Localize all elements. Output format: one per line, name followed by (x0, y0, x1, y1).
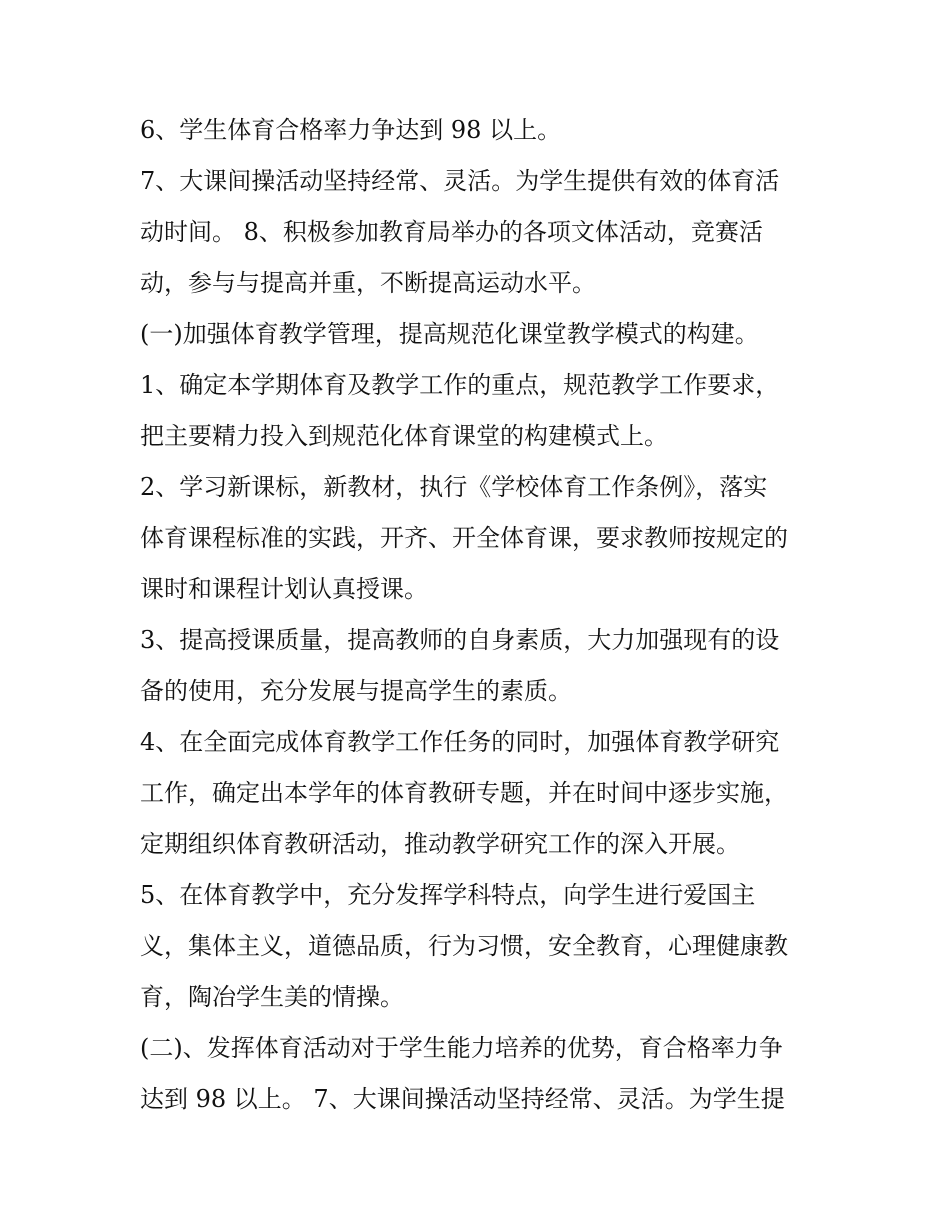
text-line: 6、学生体育合格率力争达到 98 以上。 (140, 116, 562, 144)
text-line: 动时间。 8、积极参加教育局举办的各项文体活动，竞赛活 (140, 218, 763, 246)
text-line: 定期组织体育教研活动，推动教学研究工作的深入开展。 (140, 830, 740, 858)
text-line: 达到 98 以上。 7、大课间操活动坚持经常、灵活。为学生提 (140, 1085, 785, 1113)
text-line: 育，陶冶学生美的情操。 (140, 983, 404, 1011)
section-heading: (一)加强体育教学管理，提高规范化课堂教学模式的构建。 (140, 320, 759, 348)
text-line: 1、确定本学期体育及教学工作的重点，规范教学工作要求， (140, 371, 780, 399)
text-line: 备的使用，充分发展与提高学生的素质。 (140, 677, 572, 705)
text-line: 3、提高授课质量，提高教师的自身素质，大力加强现有的设 (140, 626, 780, 654)
text-line: 2、学习新课标，新教材，执行《学校体育工作条例》，落实 (140, 473, 768, 501)
text-line: 7、大课间操活动坚持经常、灵活。为学生提供有效的体育活 (140, 167, 780, 195)
text-line: 体育课程标准的实践，开齐、开全体育课，要求教师按规定的 (140, 524, 788, 552)
text-line: 课时和课程计划认真授课。 (140, 575, 428, 603)
text-line: 5、在体育教学中，充分发挥学科特点，向学生进行爱国主 (140, 881, 756, 909)
text-line: 4、在全面完成体育教学工作任务的同时，加强体育教学研究 (140, 728, 780, 756)
text-line: 把主要精力投入到规范化体育课堂的构建模式上。 (140, 422, 668, 450)
section-heading: (二)、发挥体育活动对于学生能力培养的优势，育合格率力争 (140, 1034, 783, 1062)
text-line: 义，集体主义，道德品质，行为习惯，安全教育，心理健康教 (140, 932, 788, 960)
text-line: 工作，确定出本学年的体育教研专题，并在时间中逐步实施， (140, 779, 788, 807)
text-line: 动，参与与提高并重，不断提高运动水平。 (140, 269, 596, 297)
